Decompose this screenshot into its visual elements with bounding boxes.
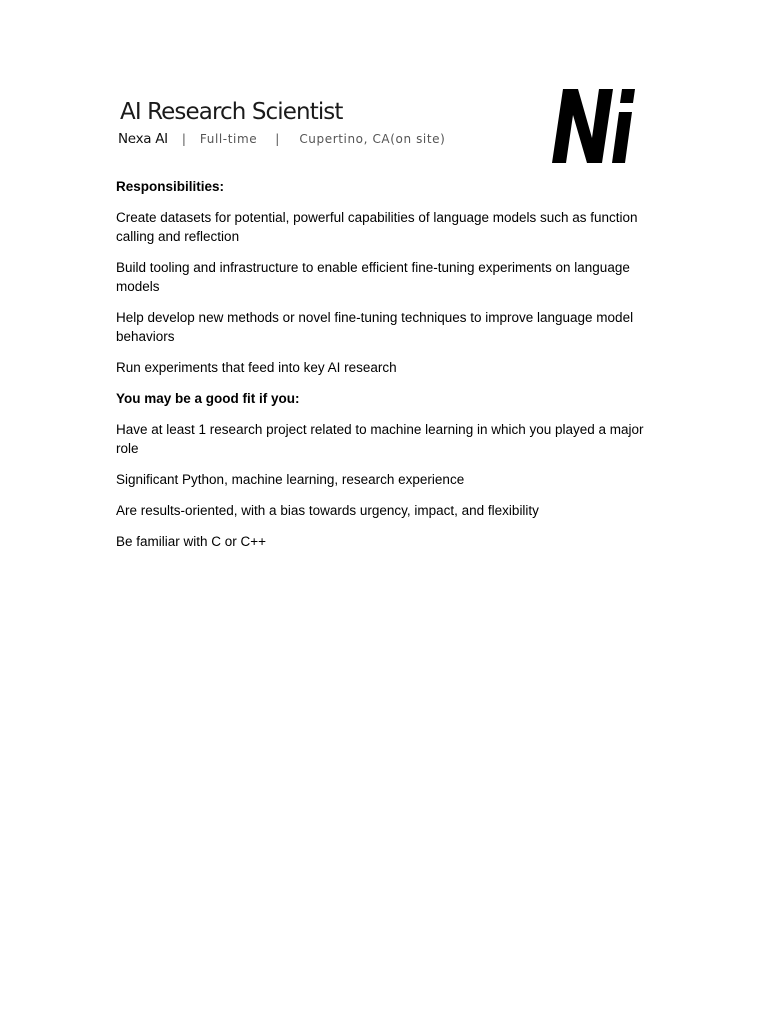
logo-i-stem [612,112,632,163]
meta-separator: | [181,132,186,146]
responsibility-item: Build tooling and infrastructure to enable efficient fine-tuning experiments on language models [116,260,630,294]
responsibilities-heading: Responsibilities: [116,179,225,194]
job-description [116,177,656,563]
company-name: Nexa AI [118,131,168,147]
qualification-item: Be familiar with C or C++ [116,534,267,549]
nexa-logo [548,86,638,166]
qualifications-heading: You may be a good fit if you: [116,391,300,406]
qualification-item: Have at least 1 research project related to machine learning in which you played a major role [116,422,644,456]
responsibility-item: Help develop new methods or novel fine-tuning techniques to improve language model behaviors [116,310,634,344]
logo-n-shape [552,89,613,163]
logo-i-dot [620,89,635,103]
responsibility-item: Create datasets for potential, powerful capabilities of language models such as function calling and reflection [116,210,638,244]
employment-type: Full-time [199,132,258,146]
meta-separator: | [275,132,280,146]
job-title: AI Research Scientist [120,99,343,125]
job-location: Cupertino, CA(on site) [299,132,446,146]
responsibility-item: Run experiments that feed into key AI research [116,360,397,375]
qualification-item: Are results-oriented, with a bias towards urgency, impact, and flexibility [116,503,539,518]
job-meta-line [118,131,445,149]
qualification-item: Significant Python, machine learning, research experience [116,472,465,487]
